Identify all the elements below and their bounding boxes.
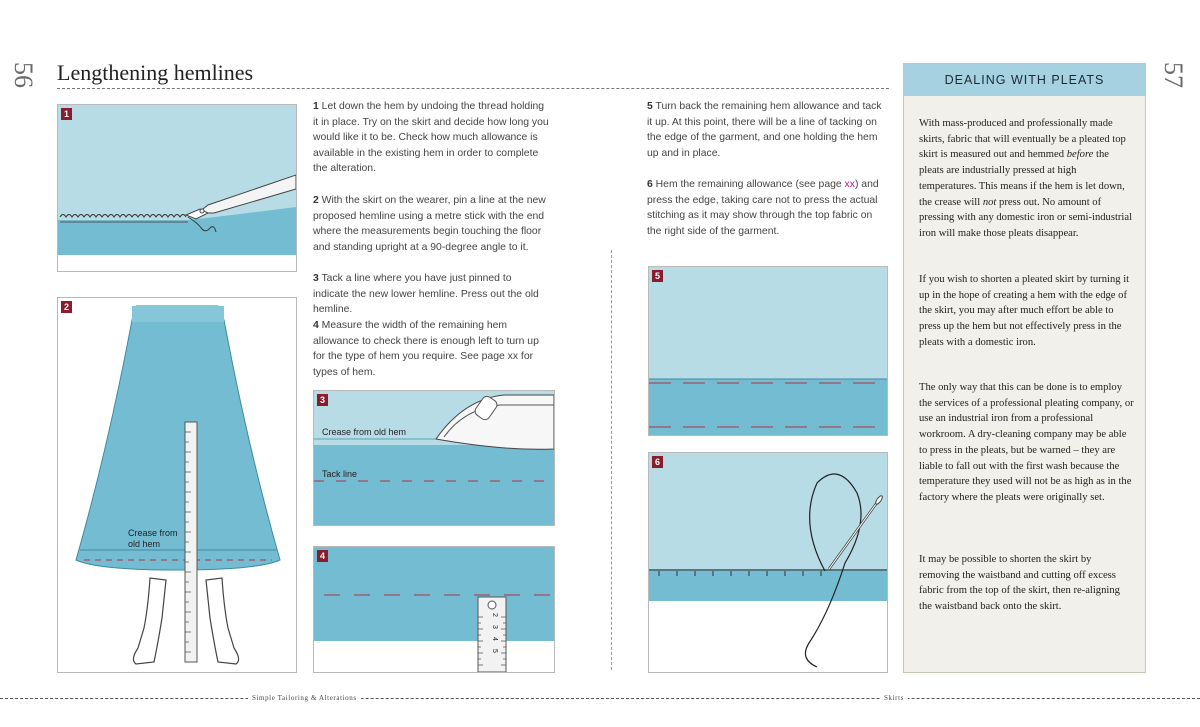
figure-number-badge: 5	[652, 270, 663, 282]
step-text: With the skirt on the wearer, pin a line at the new proposed hemline using a metre stick with the end where the measurements begin touching the floor and standing upright at a 90-degree angle to it.	[313, 195, 546, 253]
step-number: 5	[647, 101, 653, 112]
sidebar-paragraph-2: If you wish to shorten a pleated skirt by turning it up in the hope of creating a hem with the edge of the skirt, you may after much effort be able to press up the hem but not effectively press in the pleats with a domestic iron.	[919, 274, 1130, 348]
tack-line-label: Tack line	[322, 469, 358, 479]
figure-4-illustration	[314, 547, 554, 672]
figure-4	[313, 546, 555, 673]
figure-number-badge: 3	[317, 394, 328, 406]
sidebar-paragraph-3: The only way that this can be done is to employ the services of a professional pleating company, or use an industrial iron from a professional workroom. A dry-cleaning company may be able to press in the pleats, but be warned – they are liable to fall out with the first wash because the temperature they used will not be as high as in the factory where the pleats were originally set.	[919, 382, 1134, 503]
footer-book-title: Simple Tailoring & Alterations	[248, 694, 361, 702]
step-number: 4	[313, 320, 319, 331]
page-title: Lengthening hemlines	[57, 60, 254, 85]
sidebar-paragraph-4: It may be possible to shorten the skirt by removing the waistband and cutting off excess fabric from the top of the skirt, then re-aligning the waistband back onto the skirt.	[919, 554, 1120, 613]
step-number: 6	[647, 179, 653, 190]
sidebar-heading: DEALING WITH PLEATS	[904, 64, 1145, 96]
step-text: Turn back the remaining hem allowance and tack it up. At this point, there will be a line of tacking on the edge of the garment, and one holding the hem up and in place.	[647, 101, 882, 159]
figure-number-badge: 4	[317, 550, 328, 562]
step-number: 3	[313, 273, 319, 284]
page-number-left: 56	[9, 62, 38, 88]
figure-number-badge: 6	[652, 456, 663, 468]
figure-3	[313, 390, 555, 526]
step-3	[313, 271, 550, 318]
step-text: ) and press the edge, taking care not to press the actual stitching as it may show through the top fabric on the right side of the garment.	[647, 179, 879, 237]
ruler-mark: 2	[491, 613, 498, 617]
figure-3-illustration	[314, 391, 554, 525]
step-5	[647, 99, 883, 161]
sidebar-dealing-with-pleats	[903, 63, 1146, 673]
figure-2-illustration	[58, 298, 296, 672]
step-number: 2	[313, 195, 319, 206]
figure-6-illustration	[649, 453, 887, 672]
figure-5-illustration	[649, 267, 887, 435]
step-1	[313, 99, 550, 177]
page-reference-link[interactable]: xx	[844, 179, 855, 190]
ruler-mark: 5	[491, 649, 498, 653]
sidebar-paragraph-1: With mass-produced and professionally made skirts, fabric that will eventually be a pleated top skirt is measured out and hemmed before the pleats are industrially pressed at high temperatures. This means if the hem is let down, the crease will not press out. No amount of pressing with any domestic iron or semi-industrial iron will make those pleats disappear.	[919, 118, 1133, 239]
ruler-mark: 4	[491, 637, 498, 641]
crease-label: Crease from old hem	[322, 427, 407, 437]
tape-measure-numbers	[484, 613, 504, 665]
step-text: Measure the width of the remaining hem allowance to check there is enough left to turn up for the type of hem you require. See page xx for types of hem.	[313, 320, 539, 378]
step-4	[313, 318, 550, 380]
figure-number-badge: 2	[61, 301, 72, 313]
title-rule	[57, 88, 889, 89]
figure-5	[648, 266, 888, 436]
step-6	[647, 177, 883, 239]
page-number-right: 57	[1159, 62, 1188, 88]
ruler-mark: 3	[491, 625, 498, 629]
footer-chapter-title: Skirts	[880, 694, 908, 702]
figure-6	[648, 452, 888, 673]
step-2	[313, 193, 550, 255]
step-number: 1	[313, 101, 319, 112]
figure-2-label: Crease from old hem	[128, 528, 178, 549]
figure-1	[57, 104, 297, 272]
figure-2	[57, 297, 297, 673]
step-text: Hem the remaining allowance (see page	[655, 179, 845, 190]
step-text: Tack a line where you have just pinned to indicate the new lower hemline. Press out the old hemline.	[313, 273, 539, 315]
figure-1-illustration	[58, 105, 296, 271]
gutter-divider	[611, 250, 612, 670]
step-text: Let down the hem by undoing the thread holding it in place. Try on the skirt and decide how long you would like it to be. Check how much allowance is available in the existing hem in order to complete the alteration.	[313, 101, 549, 174]
figure-number-badge: 1	[61, 108, 72, 120]
footer-rule	[0, 698, 1200, 699]
